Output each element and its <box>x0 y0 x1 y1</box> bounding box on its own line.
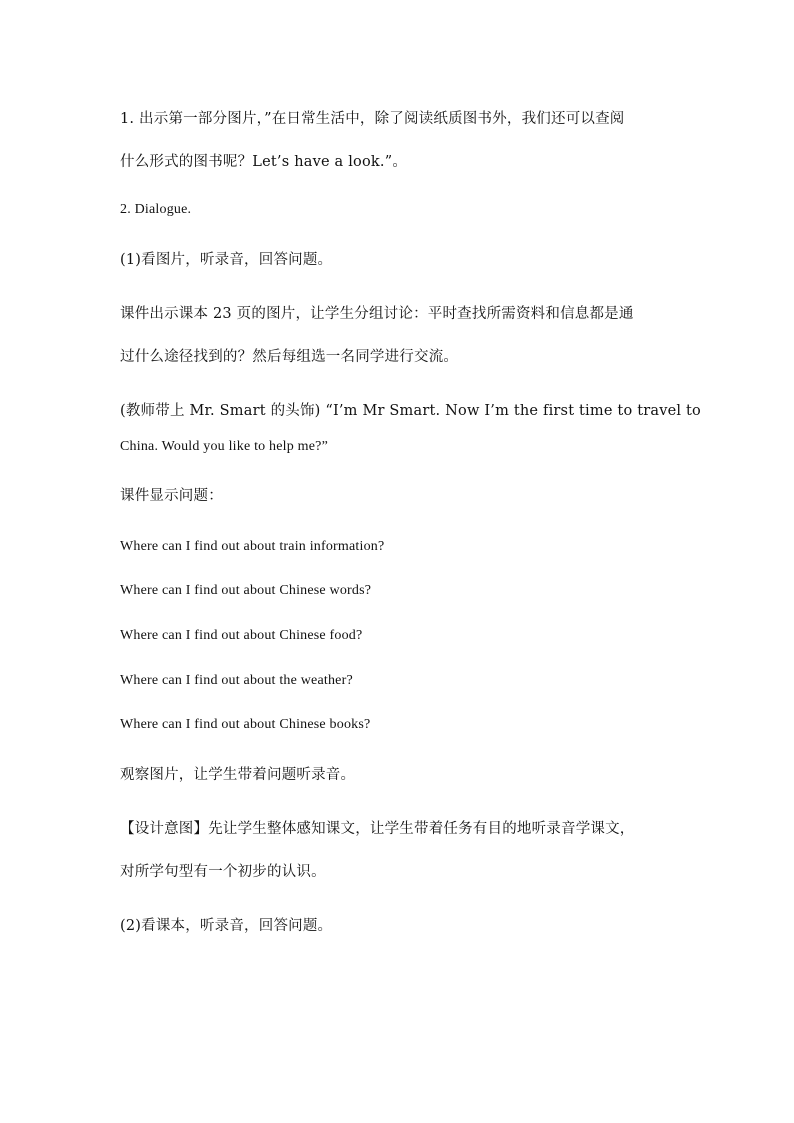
section-heading-dialogue: 2. Dialogue. <box>120 202 192 217</box>
paragraph-line-3: 课件出示课本 23 页的图片，让学生分组讨论：平时查找所需资料和信息都是通 <box>120 306 634 322</box>
subsection-heading-2: (2)看课本，听录音，回答问题。 <box>120 918 333 934</box>
paragraph-line-6: China. Would you like to help me?” <box>120 439 328 454</box>
question-2: Where can I find out about Chinese words? <box>120 583 372 598</box>
paragraph-line-7: 观察图片，让学生带着问题听录音。 <box>120 767 356 783</box>
design-intent-line-1: 【设计意图】先让学生整体感知课文，让学生带着任务有目的地听录音学课文， <box>120 821 635 837</box>
question-1: Where can I find out about train information? <box>120 539 385 554</box>
question-4: Where can I find out about the weather? <box>120 673 353 688</box>
design-intent-line-2: 对所学句型有一个初步的认识。 <box>120 864 326 880</box>
paragraph-line-4: 过什么途径找到的？然后每组选一名同学进行交流。 <box>120 349 459 365</box>
question-5: Where can I find out about Chinese books? <box>120 717 371 732</box>
subsection-heading-1: (1)看图片，听录音，回答问题。 <box>120 252 333 268</box>
question-3: Where can I find out about Chinese food? <box>120 628 363 643</box>
paragraph-line-5: (教师带上 Mr. Smart 的头饰) “I’m Mr Smart. Now I’m the first time to travel to <box>120 403 701 419</box>
paragraph-line-2: 什么形式的图书呢？Let’s have a look.”。 <box>120 154 408 170</box>
question-list-heading: 课件显示问题： <box>120 488 223 504</box>
paragraph-line-1: 1. 出示第一部分图片，”在日常生活中，除了阅读纸质图书外，我们还可以查阅 <box>120 111 625 127</box>
